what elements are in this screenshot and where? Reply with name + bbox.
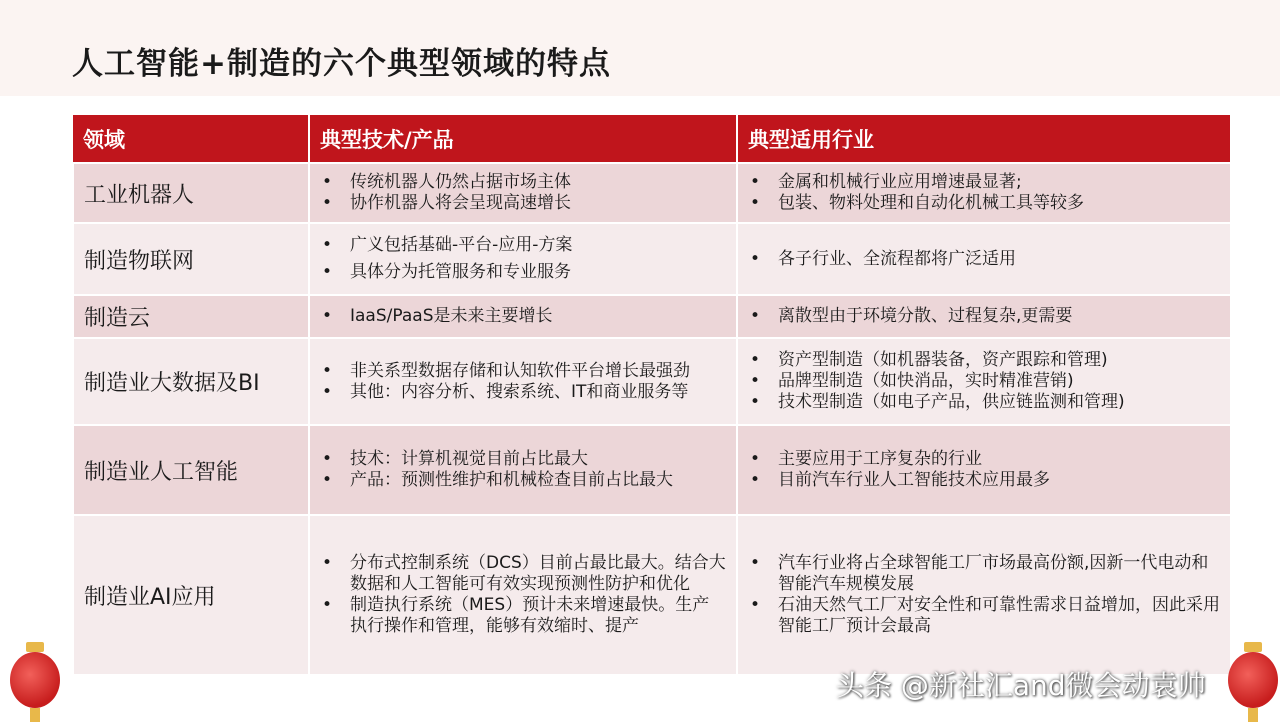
- list-item: • 具体分为托管服务和专业服务: [320, 262, 726, 283]
- table-row: [73, 295, 1231, 338]
- list-item: • 资产型制造（如机器装备，资产跟踪和管理): [748, 350, 1220, 371]
- tech-cell: [309, 163, 737, 223]
- tech-cell: [309, 223, 737, 295]
- tech-cell: [309, 295, 737, 338]
- list-item: • 分布式控制系统（DCS）目前占最比最大。结合大数据和人工智能可有效实现预测性防护和优化: [320, 553, 726, 595]
- field-cell: 工业机器人: [73, 163, 309, 223]
- list-item: • 包装、物料处理和自动化机械工具等较多: [748, 193, 1220, 214]
- list-item: • IaaS/PaaS是未来主要增长: [320, 306, 726, 327]
- lantern-left-icon: [10, 652, 60, 708]
- field-cell: 制造业大数据及BI: [73, 338, 309, 425]
- header-tech: 典型技术/产品: [309, 115, 737, 163]
- table-row: [73, 338, 1231, 425]
- watermark: 头条 @新社汇and微会动袁帅: [836, 669, 1206, 702]
- list-item: • 传统机器人仍然占据市场主体: [320, 172, 726, 193]
- page-title: 人工智能+制造的六个典型领域的特点: [72, 46, 611, 82]
- table-row: [73, 163, 1231, 223]
- field-cell: 制造云: [73, 295, 309, 338]
- table-row: [73, 515, 1231, 675]
- list-item: • 汽车行业将占全球智能工厂市场最高份额,因新一代电动和智能汽车规模发展: [748, 553, 1220, 595]
- list-item: • 制造执行系统（MES）预计未来增速最快。生产执行操作和管理，能够有效缩时、提产: [320, 595, 726, 637]
- list-item: • 目前汽车行业人工智能技术应用最多: [748, 470, 1220, 491]
- list-item: • 金属和机械行业应用增速最显著;: [748, 172, 1220, 193]
- industry-cell: [737, 223, 1231, 295]
- industry-cell: [737, 338, 1231, 425]
- field-cell: 制造业人工智能: [73, 425, 309, 515]
- list-item: • 石油天然气工厂对安全性和可靠性需求日益增加，因此采用智能工厂预计会最高: [748, 595, 1220, 637]
- list-item: • 其他：内容分析、搜索系统、IT和商业服务等: [320, 382, 726, 403]
- lantern-right-icon: [1228, 652, 1278, 708]
- features-table: [72, 115, 1232, 676]
- table-header-row: [73, 115, 1231, 163]
- table-row: [73, 223, 1231, 295]
- list-item: • 技术型制造（如电子产品，供应链监测和管理): [748, 392, 1220, 413]
- list-item: • 品牌型制造（如快消品，实时精准营销): [748, 371, 1220, 392]
- list-item: • 技术：计算机视觉目前占比最大: [320, 449, 726, 470]
- tech-cell: [309, 515, 737, 675]
- list-item: • 协作机器人将会呈现高速增长: [320, 193, 726, 214]
- industry-cell: [737, 295, 1231, 338]
- list-item: • 各子行业、全流程都将广泛适用: [748, 249, 1220, 270]
- field-cell: 制造业AI应用: [73, 515, 309, 675]
- header-field: 领域: [73, 115, 309, 163]
- industry-cell: [737, 425, 1231, 515]
- tech-cell: [309, 425, 737, 515]
- table-row: [73, 425, 1231, 515]
- industry-cell: [737, 515, 1231, 675]
- tech-cell: [309, 338, 737, 425]
- list-item: • 离散型由于环境分散、过程复杂,更需要: [748, 306, 1220, 327]
- industry-cell: [737, 163, 1231, 223]
- field-cell: 制造物联网: [73, 223, 309, 295]
- header-industry: 典型适用行业: [737, 115, 1231, 163]
- list-item: • 非关系型数据存储和认知软件平台增长最强劲: [320, 361, 726, 382]
- list-item: • 产品：预测性维护和机械检查目前占比最大: [320, 470, 726, 491]
- list-item: • 广义包括基础-平台-应用-方案: [320, 235, 726, 256]
- list-item: • 主要应用于工序复杂的行业: [748, 449, 1220, 470]
